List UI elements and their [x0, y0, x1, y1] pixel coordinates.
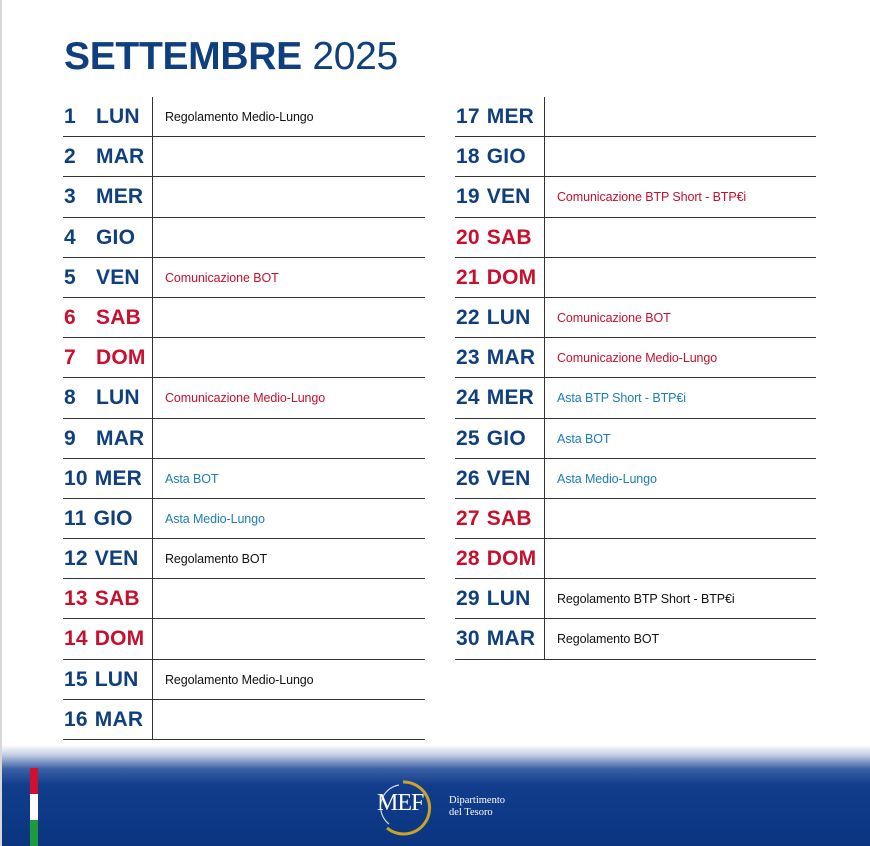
page-edge — [0, 0, 2, 846]
weekday-name: SAB — [96, 305, 141, 329]
event-label: Asta BOT — [165, 471, 219, 486]
day-label — [456, 378, 534, 418]
day-label — [64, 539, 139, 579]
calendar-row — [455, 97, 816, 137]
weekday-name: LUN — [96, 105, 140, 128]
event-label: Comunicazione BTP Short - BTP€i — [557, 190, 747, 205]
calendar-row — [455, 218, 816, 258]
day-number: 23 — [456, 346, 480, 370]
day-number: 10 — [64, 466, 88, 490]
day-label — [64, 137, 144, 177]
day-label — [456, 97, 534, 137]
weekday-name: VEN — [94, 547, 139, 571]
day-label — [64, 218, 135, 258]
calendar-row — [455, 619, 816, 659]
day-label — [456, 499, 532, 539]
weekday-name: MAR — [94, 707, 144, 731]
day-label — [456, 177, 531, 217]
left-calendar-column — [63, 97, 425, 740]
day-number: 8 — [64, 386, 76, 410]
day-label — [64, 459, 142, 499]
weekday-name: MAR — [96, 426, 145, 450]
event-label: Asta Medio-Lungo — [165, 511, 265, 526]
event-label: Comunicazione BOT — [165, 270, 279, 285]
day-label — [64, 700, 143, 740]
day-number: 4 — [64, 225, 76, 249]
calendar-row — [63, 97, 425, 137]
calendar-row — [455, 177, 816, 217]
weekday-name: MAR — [486, 627, 536, 651]
calendar-row — [63, 539, 425, 579]
weekday-name: DOM — [94, 627, 145, 651]
day-label — [64, 419, 144, 459]
day-number: 1 — [64, 105, 76, 128]
day-number: 20 — [456, 225, 480, 249]
day-number: 24 — [456, 386, 480, 410]
calendar-row — [455, 137, 816, 177]
day-label — [64, 338, 146, 378]
weekday-name: VEN — [486, 185, 531, 209]
calendar-row — [63, 499, 425, 539]
weekday-name: GIO — [96, 225, 136, 249]
day-number: 2 — [64, 145, 76, 169]
weekday-name: GIO — [486, 426, 526, 450]
event-label: Regolamento BTP Short - BTP€i — [557, 592, 735, 607]
calendar-row — [455, 499, 816, 539]
calendar-row — [455, 298, 816, 338]
day-label — [456, 619, 535, 659]
day-number: 6 — [64, 305, 76, 329]
event-label: Comunicazione Medio-Lungo — [165, 391, 326, 406]
department-line-2: del Tesoro — [449, 807, 493, 818]
event-label: Regolamento BOT — [165, 552, 268, 567]
day-label — [456, 539, 536, 579]
calendar-row — [455, 579, 816, 619]
day-number: 17 — [456, 105, 480, 128]
event-label: Asta BTP Short - BTP€i — [557, 391, 686, 406]
day-label — [456, 338, 535, 378]
day-number: 7 — [64, 346, 76, 370]
day-label — [456, 137, 526, 177]
weekday-name: DOM — [486, 547, 537, 571]
day-number: 21 — [456, 265, 480, 289]
day-label — [456, 258, 536, 298]
calendar-row — [63, 298, 425, 338]
weekday-name: VEN — [486, 466, 531, 490]
day-number: 11 — [64, 506, 87, 530]
day-label — [64, 579, 140, 619]
day-number: 28 — [456, 547, 480, 571]
title-month: SETTEMBRE — [64, 35, 302, 78]
day-label — [456, 579, 531, 619]
day-number: 5 — [64, 265, 76, 289]
day-number: 12 — [64, 547, 88, 571]
weekday-name: DOM — [486, 265, 537, 289]
calendar-row — [455, 378, 816, 418]
calendar-row — [455, 338, 816, 378]
calendar-row — [63, 137, 425, 177]
calendar-row — [63, 459, 425, 499]
day-number: 14 — [64, 627, 88, 651]
weekday-name: GIO — [93, 506, 133, 530]
weekday-name: MAR — [96, 145, 145, 169]
calendar-row — [63, 218, 425, 258]
day-number: 29 — [456, 587, 480, 611]
italian-flag-icon — [30, 768, 38, 846]
event-label: Regolamento BOT — [557, 632, 660, 647]
calendar-row — [455, 419, 816, 459]
calendar-row — [455, 459, 816, 499]
department-name — [449, 795, 505, 819]
day-number: 3 — [64, 185, 76, 209]
day-number: 25 — [456, 426, 480, 450]
calendar-row — [63, 177, 425, 217]
day-number: 15 — [64, 667, 88, 691]
event-label: Comunicazione Medio-Lungo — [557, 351, 718, 366]
day-label — [64, 97, 140, 137]
day-label — [64, 177, 143, 217]
weekday-name: LUN — [96, 386, 140, 410]
event-label: Asta Medio-Lungo — [557, 471, 657, 486]
day-label — [64, 258, 140, 298]
day-label — [64, 298, 141, 338]
weekday-name: SAB — [486, 225, 532, 249]
event-label: Regolamento Medio-Lungo — [165, 672, 314, 687]
calendar-row — [455, 258, 816, 298]
calendar-row — [63, 378, 425, 418]
calendar-row — [63, 419, 425, 459]
weekday-name: SAB — [486, 506, 532, 530]
weekday-name: MER — [486, 105, 535, 128]
event-label: Regolamento Medio-Lungo — [165, 110, 314, 124]
day-number: 9 — [64, 426, 76, 450]
day-label — [64, 499, 133, 539]
day-label — [456, 459, 531, 499]
right-calendar-column — [455, 97, 816, 660]
weekday-name: GIO — [486, 145, 526, 169]
calendar-row — [63, 258, 425, 298]
day-label — [64, 378, 140, 418]
calendar-row — [455, 539, 816, 579]
event-label: Asta BOT — [557, 431, 611, 446]
day-label — [64, 660, 139, 700]
day-label — [64, 619, 144, 659]
weekday-name: MER — [96, 185, 144, 209]
day-number: 26 — [456, 466, 480, 490]
day-number: 22 — [456, 305, 480, 329]
weekday-name: SAB — [94, 587, 140, 611]
day-label — [456, 298, 531, 338]
day-number: 30 — [456, 627, 480, 651]
event-label: Comunicazione BOT — [557, 310, 671, 325]
weekday-name: LUN — [94, 667, 139, 691]
calendar-row — [63, 660, 425, 700]
day-number: 27 — [456, 506, 480, 530]
weekday-name: VEN — [96, 265, 140, 289]
weekday-name: LUN — [486, 587, 531, 611]
day-label — [456, 218, 532, 258]
department-line-1: Dipartimento — [449, 795, 505, 806]
page-title — [64, 34, 398, 80]
title-year: 2025 — [312, 35, 398, 78]
calendar-row — [63, 619, 425, 659]
day-number: 16 — [64, 707, 88, 731]
weekday-name: LUN — [486, 305, 531, 329]
weekday-name: MER — [486, 386, 535, 410]
day-label — [456, 419, 526, 459]
calendar-row — [63, 700, 425, 740]
day-number: 19 — [456, 185, 480, 209]
calendar-row — [63, 338, 425, 378]
mef-logo-text: MEF — [377, 790, 424, 816]
day-number: 18 — [456, 145, 480, 169]
weekday-name: MER — [94, 466, 143, 490]
day-number: 13 — [64, 587, 88, 611]
calendar-row — [63, 579, 425, 619]
weekday-name: MAR — [486, 346, 536, 370]
weekday-name: DOM — [96, 346, 146, 370]
